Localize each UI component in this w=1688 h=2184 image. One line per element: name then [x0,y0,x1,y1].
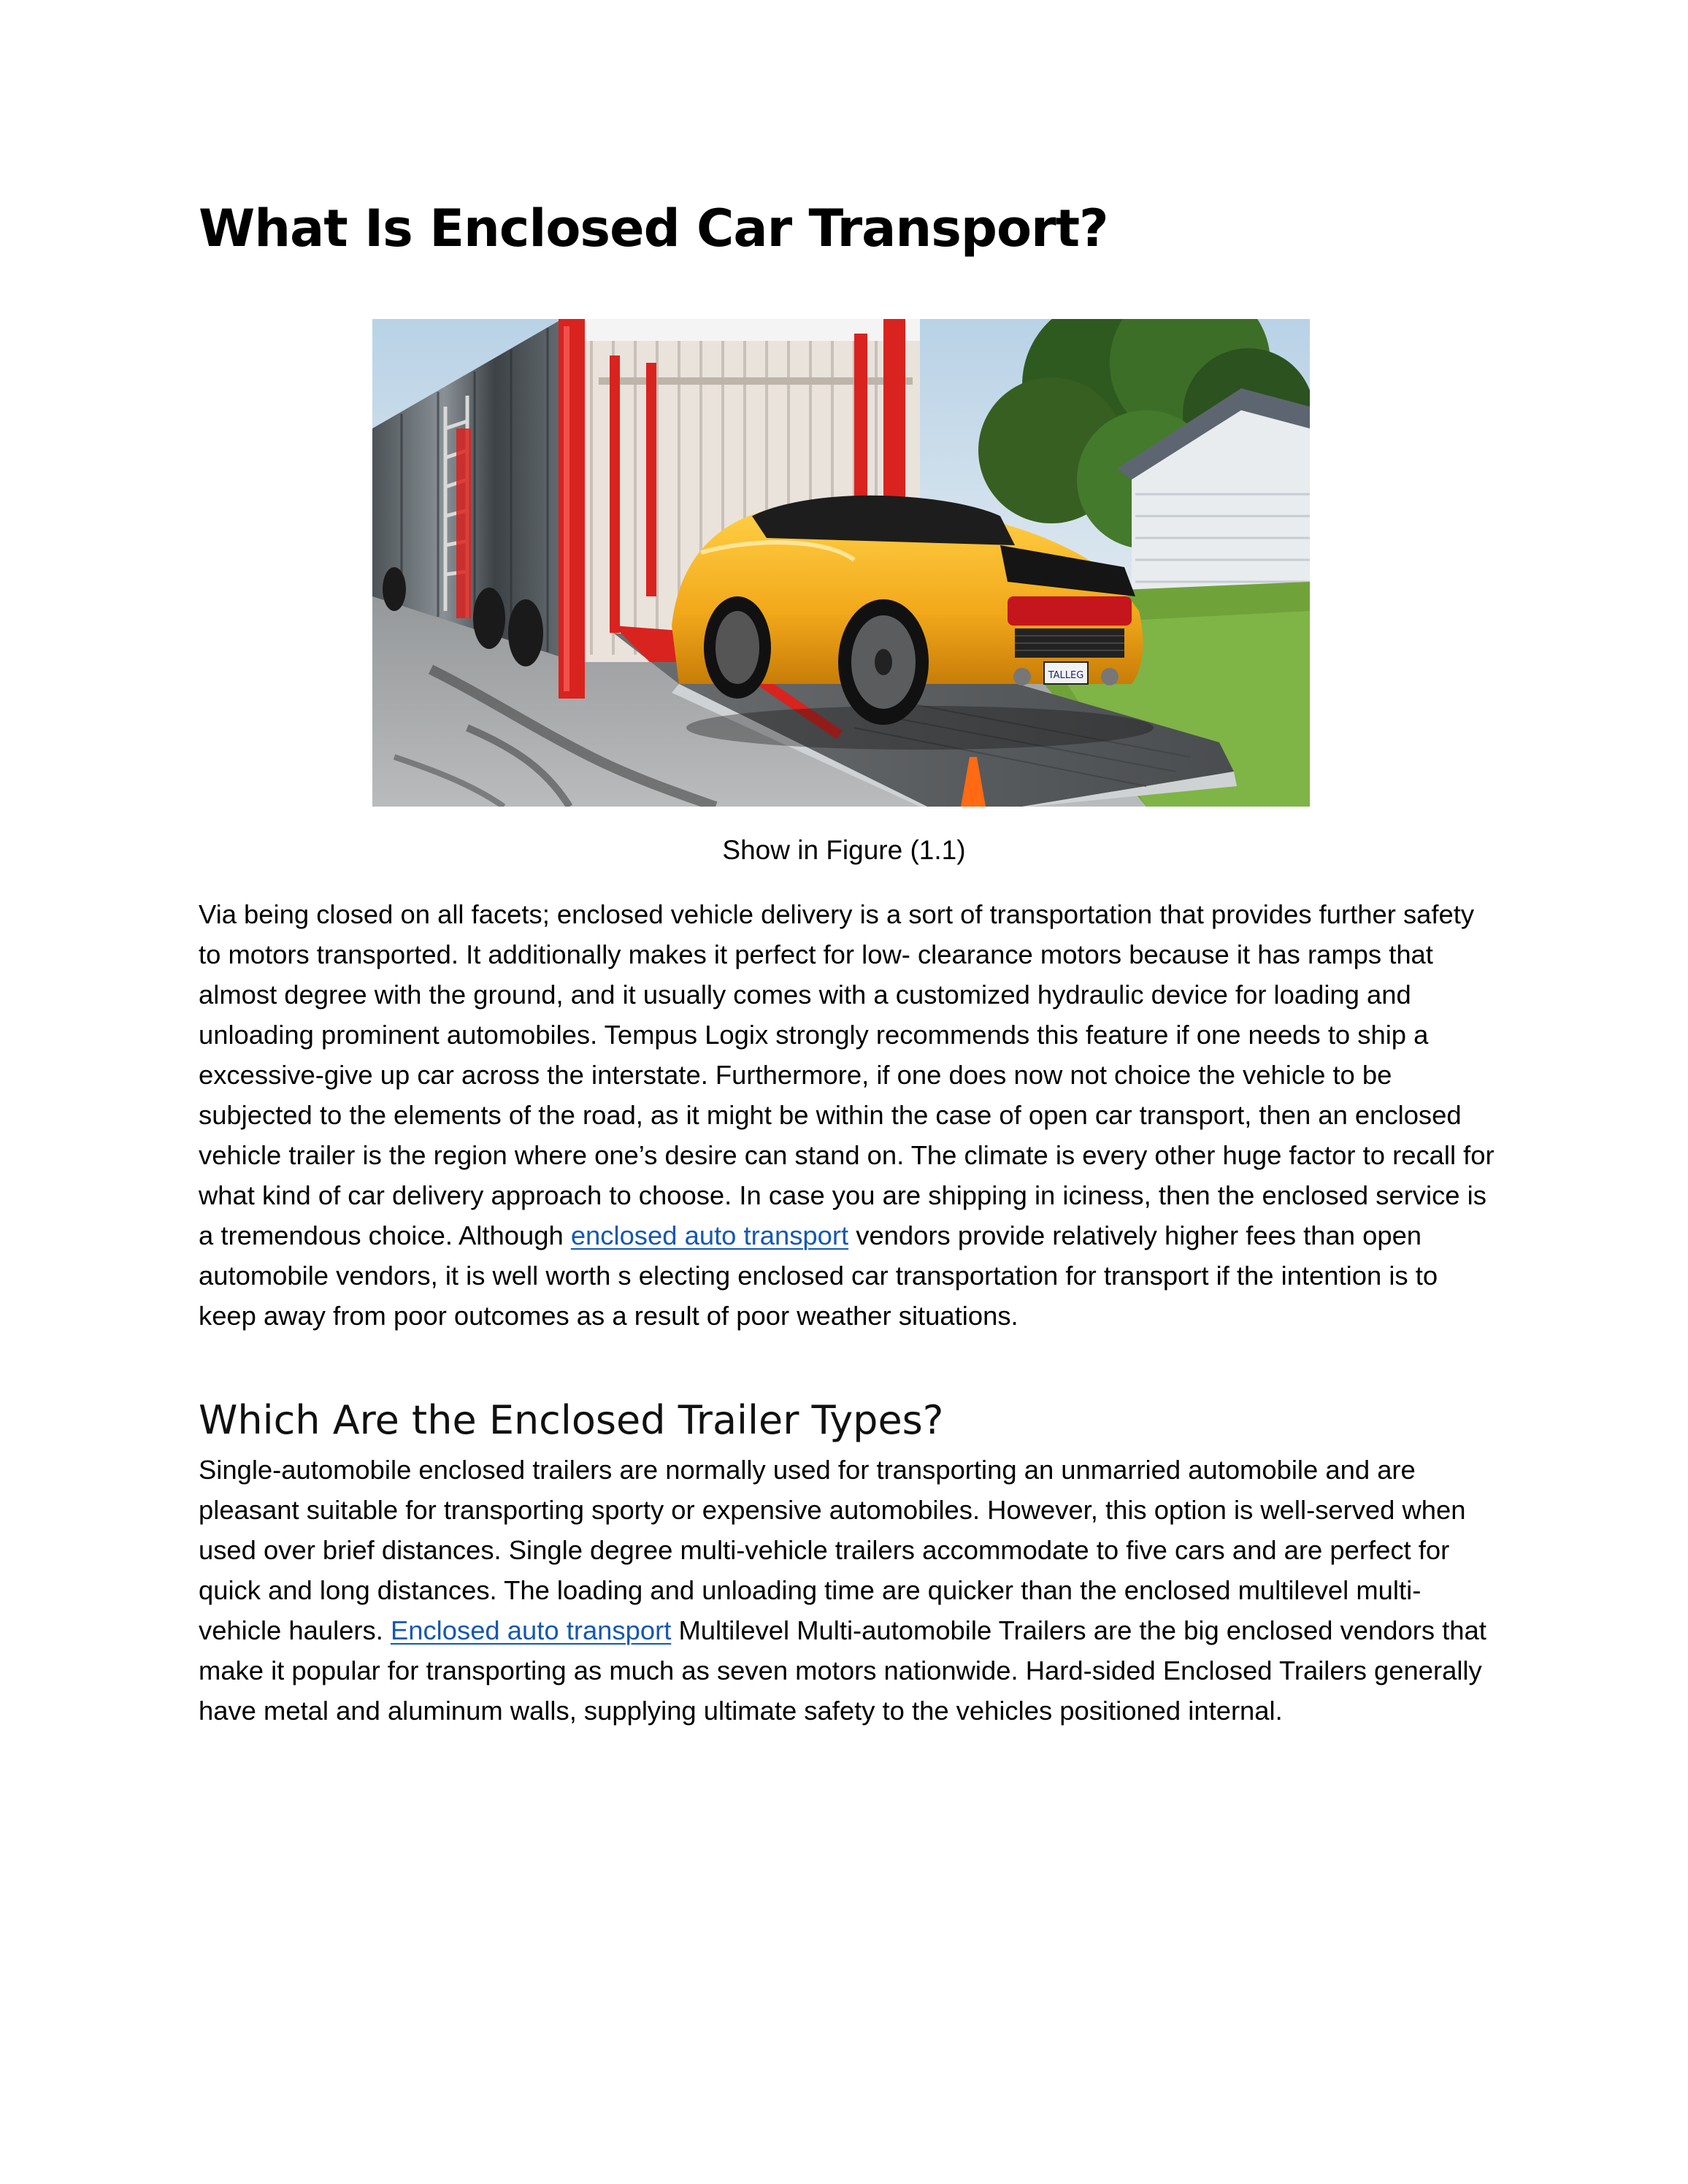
page-title: What Is Enclosed Car Transport? [199,199,1108,258]
enclosed-auto-transport-link[interactable]: enclosed auto transport [570,1220,849,1250]
enclosed-trailer-photo [372,319,1310,807]
types-text-start: Single-automobile enclosed trailers are normally used for transporting an unmarried automobile and are pleasant suitable for transporting sporty or expensive automobiles. However, this option is well-served when used over brief distances. Single degree multi-vehicle trailers accommodate to five cars and are perfect for quick and long distances. The loading and unloading time are quicker than the enclosed multilevel multi-vehicle haulers. [199,1455,1466,1645]
trailer-car-illustration [372,319,1310,807]
intro-paragraph [199,894,1498,1336]
enclosed-auto-transport-link-2[interactable]: Enclosed auto transport [390,1615,672,1645]
trailer-types-paragraph [199,1450,1498,1731]
section-heading: Which Are the Enclosed Trailer Types? [199,1397,944,1443]
types-text-end: Multilevel Multi-automobile Trailers are the big enclosed vendors that make it popular for transporting as much as seven motors nationwide. Hard-sided Enclosed Trailers generally have metal and aluminum walls, supplying ultimate safety to the vehicles positioned internal. [199,1615,1486,1726]
intro-text-end: vendors provide relatively higher fees than open automobile vendors, it is well worth s electing enclosed car transportation for transport if the intention is to keep away from poor outcomes as a result of poor weather situations. [199,1220,1438,1331]
license-plate: TALLEG [1048,670,1084,681]
intro-text-start: Via being closed on all facets; enclosed vehicle delivery is a sort of transportation that provides further safety to motors transported. It additionally makes it perfect for low- clearance motors because it has ramps that almost degree with the ground, and it usually comes with a customized hydraulic device for loading and unloading prominent automobiles. Tempus Logix strongly recommends this feature if one needs to ship a excessive-give up car across the interstate. Furthermore, if one does now not choice the vehicle to be subjected to the elements of the road, as it might be within the case of open car transport, then an enclosed vehicle trailer is the region where one’s desire can stand on. The climate is every other huge factor to recall for what kind of car delivery approach to choose. In case you are shipping in iciness, then the enclosed service is a tremendous choice. Although [199,899,1495,1250]
figure-caption: Show in Figure (1.1) [722,835,966,865]
